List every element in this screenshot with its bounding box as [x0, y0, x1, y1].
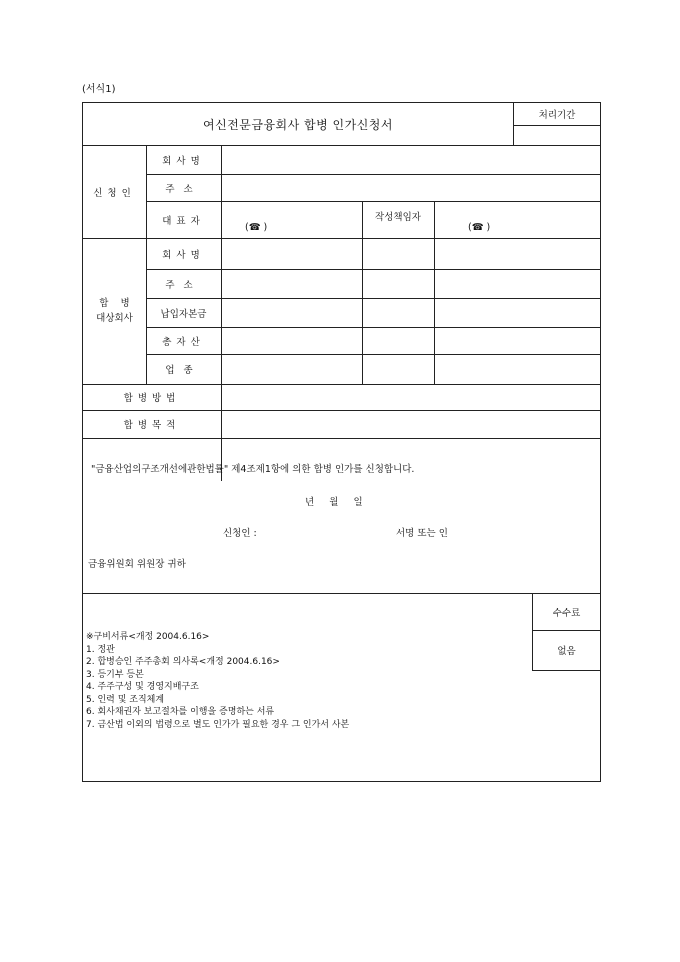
required-docs-title: ※구비서류<개정 2004.6.16>	[86, 632, 210, 642]
target-group-label	[83, 238, 146, 384]
target-company-name-label: 회사명	[162, 249, 205, 261]
required-doc-item: 6. 회사채권자 보고절차를 이행을 증명하는 서류	[86, 707, 275, 717]
processing-period-label: 처리기간	[538, 110, 576, 121]
processing-period-value[interactable]	[513, 125, 601, 145]
fee-value: 없음	[557, 646, 576, 657]
merger-purpose-field[interactable]	[222, 411, 600, 437]
applicant-company-name-field[interactable]	[222, 146, 600, 173]
divider	[83, 593, 601, 594]
form-title: 여신전문금융회사 합병 인가신청서	[202, 117, 393, 132]
business-type-label: 업종	[165, 365, 202, 376]
fee-label: 수수료	[552, 607, 581, 619]
required-doc-item: 3. 등기부 등본	[86, 669, 144, 680]
paid-in-capital-label: 납입자본금	[160, 308, 207, 320]
applicant-representative-label: 대표자	[162, 215, 205, 227]
merger-purpose-label: 합병목적	[123, 420, 181, 431]
required-doc-item: 5. 인력 및 조직체계	[86, 694, 165, 705]
form-code: (서식1)	[82, 84, 116, 95]
applicant-company-name-label: 회사명	[162, 155, 205, 167]
required-doc-item: 1. 정관	[86, 644, 115, 655]
date-line: 년 월 일	[305, 497, 363, 508]
application-statement: "금융산업의구조개선에관한법률" 제4조제1항에 의한 합병 인가를 신청합니다.	[91, 464, 415, 475]
target-address-label: 주소	[165, 279, 202, 291]
addressee: 금융위원회 위원장 귀하	[88, 559, 186, 570]
divider	[83, 438, 601, 439]
preparer-label: 작성책임자	[375, 212, 421, 223]
total-assets-label: 총자산	[162, 336, 205, 348]
required-doc-item: 4. 주주구성 및 경영지배구조	[86, 682, 199, 692]
representative-phone[interactable]: (☎ )	[245, 222, 268, 233]
divider	[434, 201, 435, 384]
applicant-group-label: 신청인	[93, 187, 136, 199]
applicant-address-label: 주소	[165, 183, 202, 195]
required-documents	[86, 631, 349, 731]
applicant-sign-label: 신청인 :	[223, 528, 257, 539]
applicant-address-field[interactable]	[222, 175, 600, 200]
application-form	[82, 102, 601, 782]
divider	[532, 670, 601, 671]
merger-method-label: 합병방법	[123, 393, 181, 404]
target-group-label-line2: 대상회사	[96, 313, 133, 324]
required-doc-item: 7. 금산법 이외의 법령으로 별도 인가가 필요한 경우 그 인가서 사본	[86, 719, 350, 730]
target-group-label-line1: 합 병	[99, 298, 130, 309]
sign-or-seal: 서명 또는 인	[396, 528, 448, 539]
preparer-phone[interactable]: (☎ )	[468, 222, 491, 233]
required-doc-item: 2. 합병승인 주주총회 의사록<개정 2004.6.16>	[86, 657, 280, 667]
merger-method-field[interactable]	[222, 385, 600, 409]
